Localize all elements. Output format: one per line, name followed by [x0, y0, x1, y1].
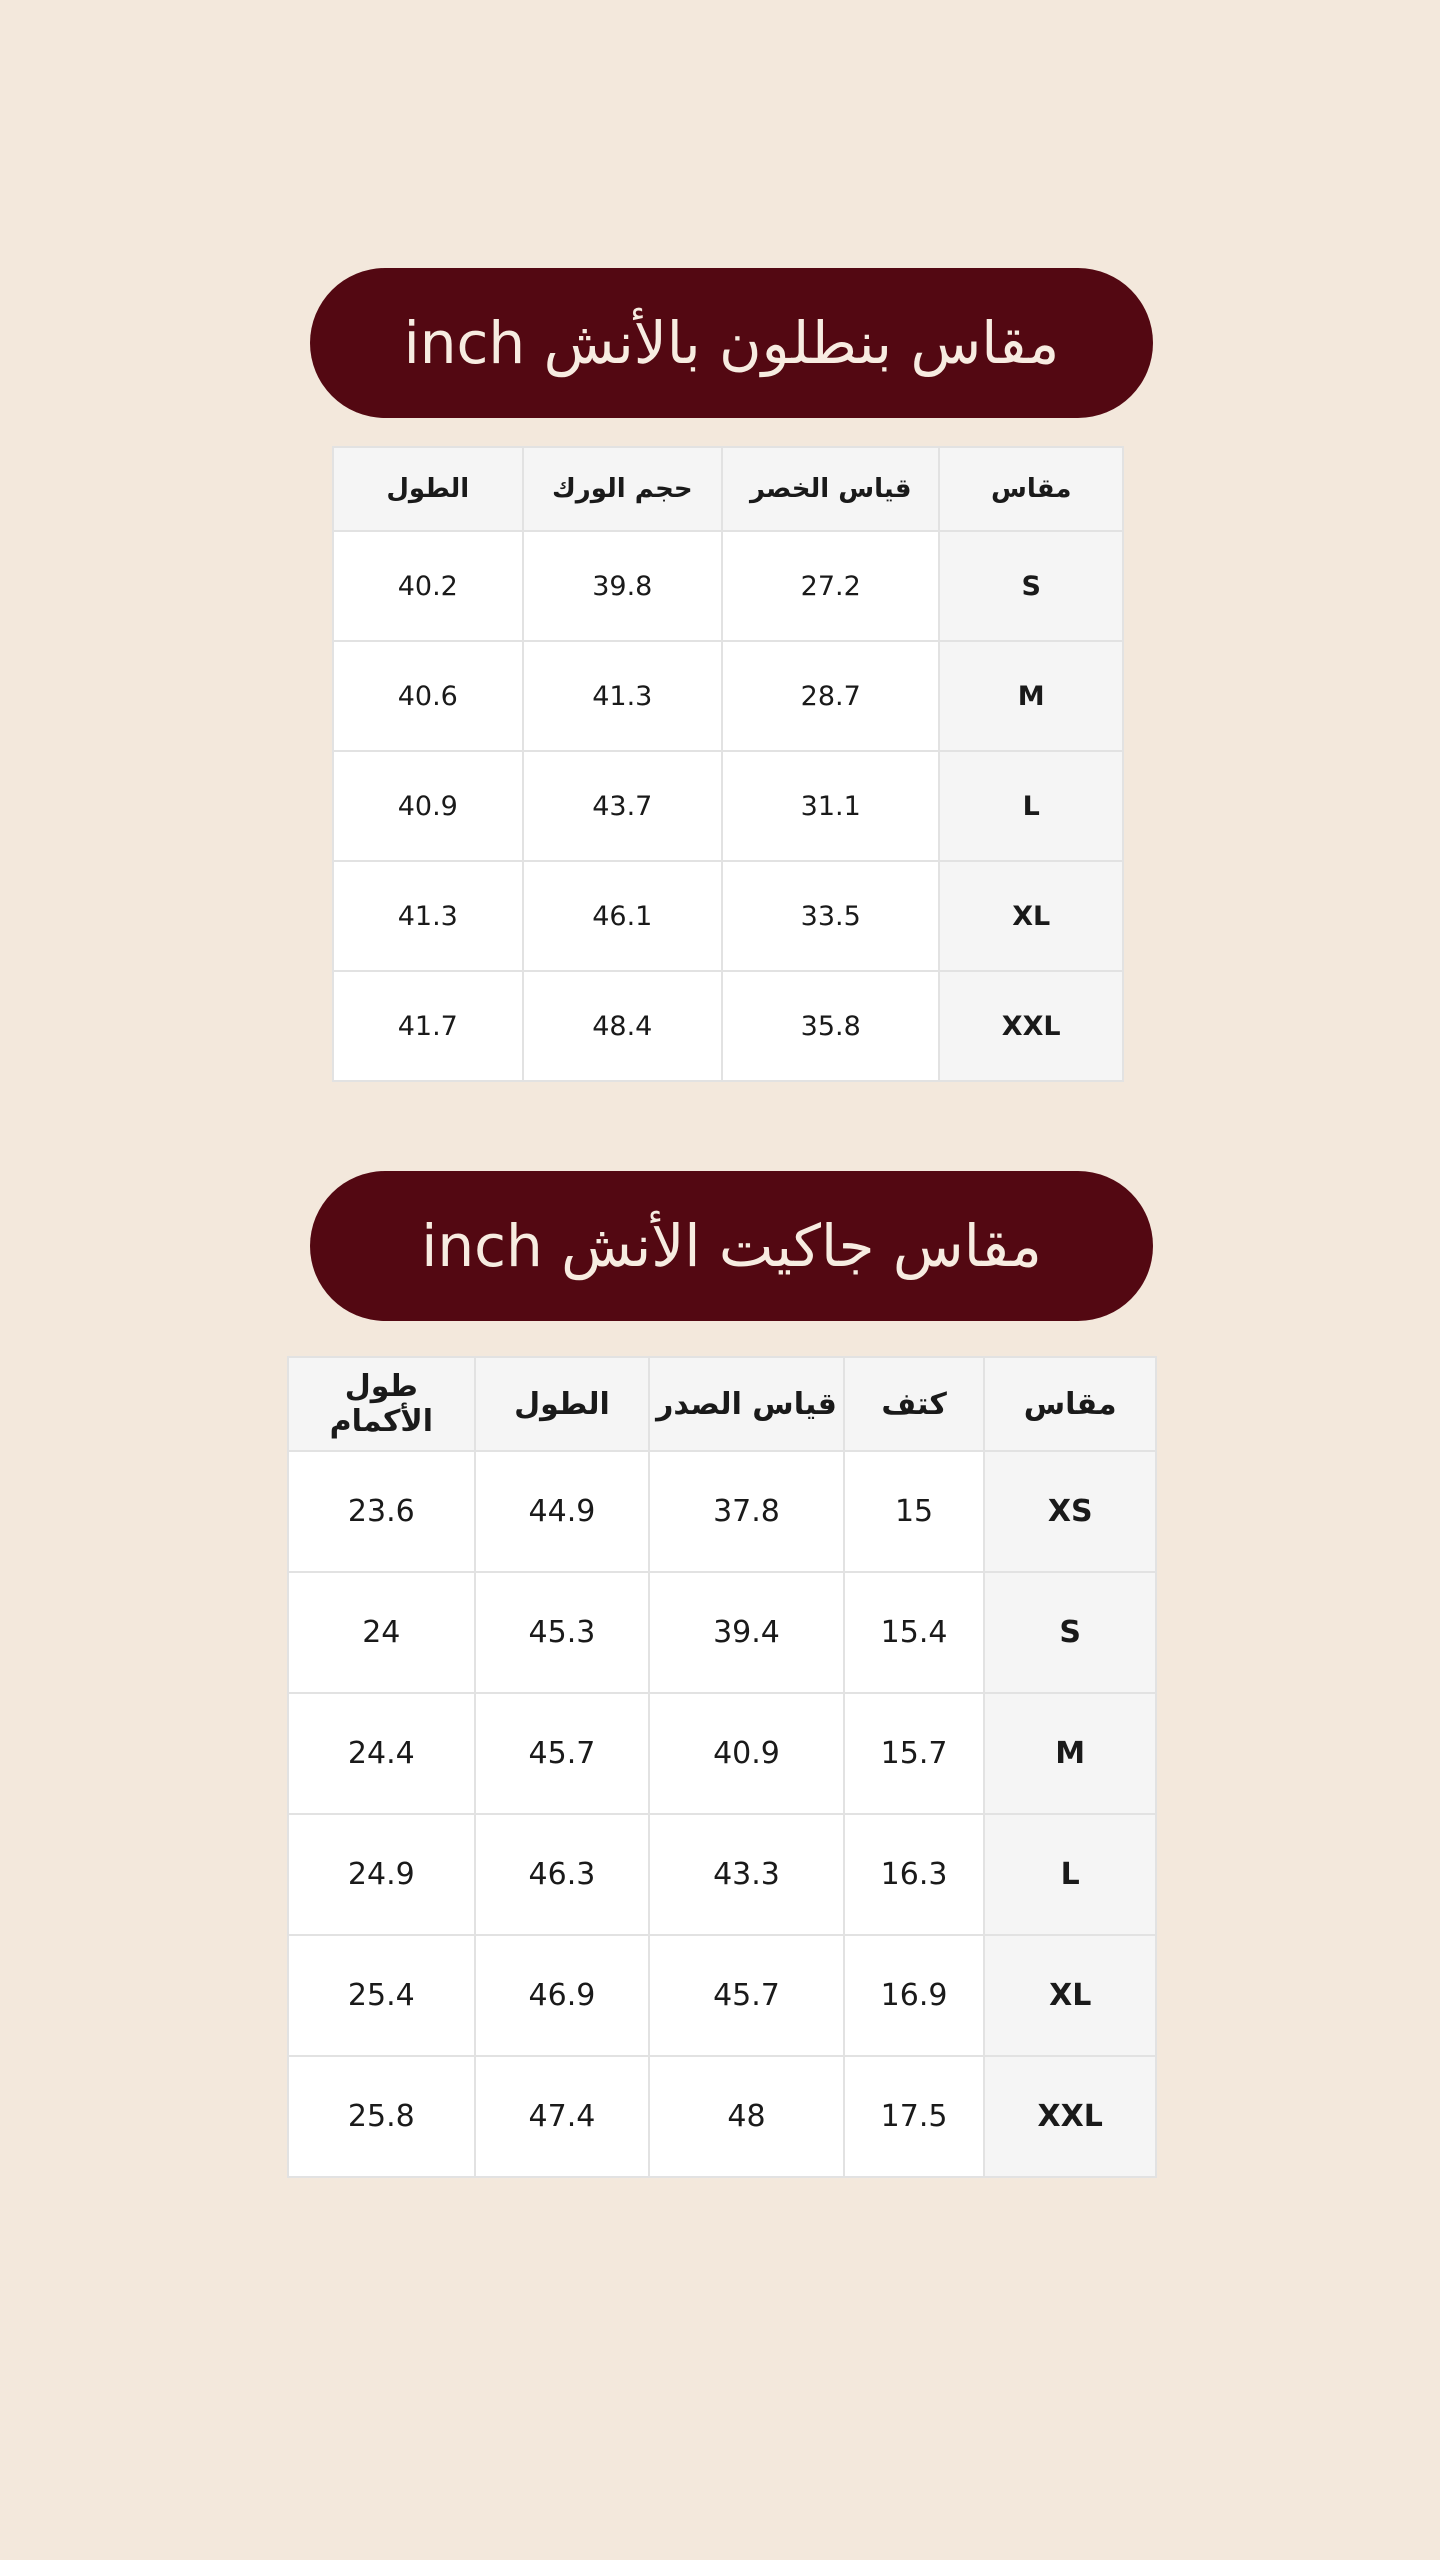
- size-cell: L: [984, 1814, 1156, 1935]
- size-cell: XXL: [984, 2056, 1156, 2177]
- length-cell: 40.9: [333, 751, 523, 861]
- table-row: [333, 971, 1123, 1081]
- pants-size-table: [332, 446, 1124, 1082]
- table-row: [288, 1814, 1156, 1935]
- table-row: [288, 1935, 1156, 2056]
- size-cell: S: [984, 1572, 1156, 1693]
- size-cell: XXL: [939, 971, 1123, 1081]
- shoulder-cell: 16.9: [844, 1935, 985, 2056]
- length-cell: 41.3: [333, 861, 523, 971]
- chest-cell: 37.8: [649, 1451, 843, 1572]
- sleeve-cell: 25.8: [288, 2056, 475, 2177]
- table-header-row: [288, 1357, 1156, 1451]
- length-cell: 46.3: [475, 1814, 650, 1935]
- header-hip: حجم الورك: [523, 447, 722, 531]
- table-row: [333, 861, 1123, 971]
- size-cell: XL: [984, 1935, 1156, 2056]
- chest-cell: 39.4: [649, 1572, 843, 1693]
- shoulder-cell: 16.3: [844, 1814, 985, 1935]
- waist-cell: 27.2: [722, 531, 939, 641]
- waist-cell: 33.5: [722, 861, 939, 971]
- size-cell: XS: [984, 1451, 1156, 1572]
- header-size: مقاس: [939, 447, 1123, 531]
- table-row: [333, 641, 1123, 751]
- waist-cell: 31.1: [722, 751, 939, 861]
- chest-cell: 48: [649, 2056, 843, 2177]
- header-length: الطول: [475, 1357, 650, 1451]
- header-size: مقاس: [984, 1357, 1156, 1451]
- waist-cell: 35.8: [722, 971, 939, 1081]
- shoulder-cell: 17.5: [844, 2056, 985, 2177]
- jacket-size-title: مقاس جاكيت الأنش inch: [421, 1212, 1042, 1280]
- length-cell: 41.7: [333, 971, 523, 1081]
- sleeve-cell: 24.9: [288, 1814, 475, 1935]
- chest-cell: 40.9: [649, 1693, 843, 1814]
- header-length: الطول: [333, 447, 523, 531]
- header-chest: قياس الصدر: [649, 1357, 843, 1451]
- length-cell: 45.3: [475, 1572, 650, 1693]
- chest-cell: 45.7: [649, 1935, 843, 2056]
- table-row: [288, 1451, 1156, 1572]
- table-row: [288, 2056, 1156, 2177]
- sleeve-cell: 23.6: [288, 1451, 475, 1572]
- chest-cell: 43.3: [649, 1814, 843, 1935]
- shoulder-cell: 15: [844, 1451, 985, 1572]
- size-cell: L: [939, 751, 1123, 861]
- hip-cell: 43.7: [523, 751, 722, 861]
- pants-size-title-banner: [310, 268, 1153, 418]
- table-row: [333, 751, 1123, 861]
- table-row: [288, 1693, 1156, 1814]
- length-cell: 40.6: [333, 641, 523, 751]
- length-cell: 47.4: [475, 2056, 650, 2177]
- jacket-size-table: [287, 1356, 1157, 2178]
- length-cell: 44.9: [475, 1451, 650, 1572]
- sleeve-cell: 24: [288, 1572, 475, 1693]
- header-waist: قياس الخصر: [722, 447, 939, 531]
- table-header-row: [333, 447, 1123, 531]
- pants-size-title: مقاس بنطلون بالأنش inch: [403, 309, 1060, 377]
- table-row: [333, 531, 1123, 641]
- table-row: [288, 1572, 1156, 1693]
- hip-cell: 41.3: [523, 641, 722, 751]
- header-shoulder: كتف: [844, 1357, 985, 1451]
- size-cell: M: [939, 641, 1123, 751]
- size-cell: XL: [939, 861, 1123, 971]
- length-cell: 45.7: [475, 1693, 650, 1814]
- hip-cell: 39.8: [523, 531, 722, 641]
- waist-cell: 28.7: [722, 641, 939, 751]
- shoulder-cell: 15.7: [844, 1693, 985, 1814]
- size-cell: M: [984, 1693, 1156, 1814]
- header-sleeve: طول الأكمام: [288, 1357, 475, 1451]
- size-cell: S: [939, 531, 1123, 641]
- length-cell: 46.9: [475, 1935, 650, 2056]
- length-cell: 40.2: [333, 531, 523, 641]
- hip-cell: 46.1: [523, 861, 722, 971]
- shoulder-cell: 15.4: [844, 1572, 985, 1693]
- sleeve-cell: 24.4: [288, 1693, 475, 1814]
- hip-cell: 48.4: [523, 971, 722, 1081]
- jacket-size-title-banner: [310, 1171, 1153, 1321]
- sleeve-cell: 25.4: [288, 1935, 475, 2056]
